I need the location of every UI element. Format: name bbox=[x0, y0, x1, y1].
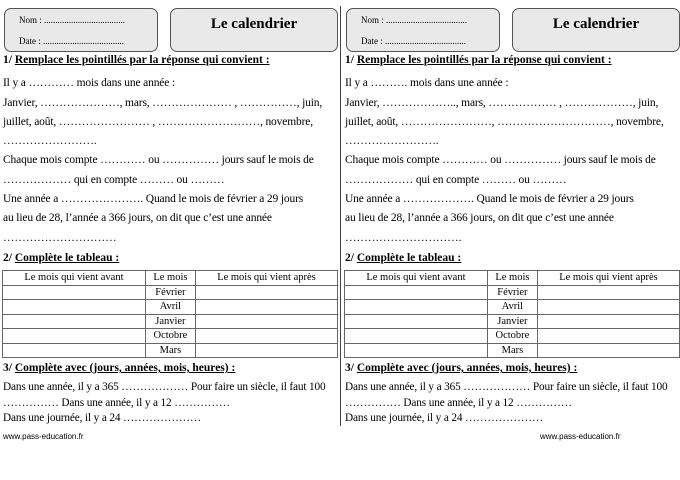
exercise-line: …………………………. bbox=[345, 232, 462, 244]
exercise-line: Dans une journée, il y a 24 ………………… bbox=[345, 412, 544, 424]
before-cell bbox=[345, 329, 488, 344]
column-header: Le mois bbox=[487, 271, 537, 286]
exercise-line: …………… Dans une année, il y a 12 …………… bbox=[3, 397, 230, 409]
name-label: Nom : .................................... bbox=[361, 15, 468, 25]
after-cell bbox=[537, 343, 679, 358]
section-2-heading: 2/ Complète le tableau : bbox=[345, 252, 462, 264]
exercise-line: au lieu de 28, l’année a 366 jours, on dit que c’est une année bbox=[345, 212, 614, 224]
month-cell: Avril bbox=[487, 300, 537, 315]
month-cell: Octobre bbox=[145, 329, 195, 344]
footer-website: www.pass-education.fr bbox=[540, 432, 621, 441]
date-label: Date : .................................... bbox=[361, 36, 466, 46]
column-header: Le mois qui vient avant bbox=[345, 271, 488, 286]
exercise-line: au lieu de 28, l’année a 366 jours, on dit que c’est une année bbox=[3, 212, 272, 224]
before-cell bbox=[3, 343, 146, 358]
table-header-row bbox=[345, 271, 680, 286]
before-cell bbox=[3, 314, 146, 329]
exercise-line: Il y a ………… mois dans une année : bbox=[3, 77, 175, 89]
month-cell: Janvier bbox=[487, 314, 537, 329]
exercise-line: Une année a ………………. Quand le mois de février a 29 jours bbox=[345, 193, 634, 205]
section-1-heading: 1/ Remplace les pointillés par la réponse qui convient : bbox=[345, 54, 612, 66]
page-divider bbox=[340, 6, 341, 426]
worksheet-title: Le calendrier bbox=[512, 8, 680, 52]
column-header: Le mois qui vient avant bbox=[3, 271, 146, 286]
after-cell bbox=[195, 314, 337, 329]
after-cell bbox=[195, 329, 337, 344]
exercise-line: ……………………. bbox=[345, 135, 439, 147]
after-cell bbox=[537, 314, 679, 329]
exercise-line: Dans une journée, il y a 24 ………………… bbox=[3, 412, 202, 424]
exercise-line: Dans une année, il y a 365 ……………… Pour faire un siècle, il faut 100 bbox=[345, 381, 668, 393]
section-3-heading: 3/ Complète avec (jours, années, mois, heures) : bbox=[345, 362, 578, 374]
exercise-line: ……………………. bbox=[3, 135, 97, 147]
after-cell bbox=[195, 285, 337, 300]
section-3-heading: 3/ Complète avec (jours, années, mois, heures) : bbox=[3, 362, 236, 374]
table-row bbox=[3, 329, 338, 344]
before-cell bbox=[345, 285, 488, 300]
section-1-heading: 1/ Remplace les pointillés par la réponse qui convient : bbox=[3, 54, 270, 66]
table-row bbox=[3, 343, 338, 358]
after-cell bbox=[195, 300, 337, 315]
month-cell: Février bbox=[487, 285, 537, 300]
exercise-line: ………………………… bbox=[3, 232, 117, 244]
before-cell bbox=[3, 300, 146, 315]
table-row bbox=[345, 285, 680, 300]
months-table bbox=[2, 270, 338, 358]
after-cell bbox=[537, 329, 679, 344]
exercise-line: Il y a ………. mois dans une année : bbox=[345, 77, 509, 89]
column-header: Le mois qui vient après bbox=[195, 271, 337, 286]
name-date-box bbox=[346, 8, 500, 52]
worksheet-title: Le calendrier bbox=[170, 8, 338, 52]
month-cell: Mars bbox=[487, 343, 537, 358]
column-header: Le mois qui vient après bbox=[537, 271, 679, 286]
worksheet-right bbox=[342, 0, 680, 480]
table-header-row bbox=[3, 271, 338, 286]
table-row bbox=[3, 285, 338, 300]
column-header: Le mois bbox=[145, 271, 195, 286]
section-2-heading: 2/ Complète le tableau : bbox=[3, 252, 120, 264]
month-cell: Janvier bbox=[145, 314, 195, 329]
name-label: Nom : .................................... bbox=[19, 15, 126, 25]
exercise-line: …………… Dans une année, il y a 12 …………… bbox=[345, 397, 572, 409]
date-label: Date : .................................... bbox=[19, 36, 124, 46]
table-row bbox=[345, 329, 680, 344]
table-row bbox=[345, 314, 680, 329]
exercise-line: Une année a …………………. Quand le mois de février a 29 jours bbox=[3, 193, 304, 205]
before-cell bbox=[345, 300, 488, 315]
exercise-line: juillet, août, ……………………, …………………………, novembre, bbox=[345, 116, 664, 128]
month-cell: Mars bbox=[145, 343, 195, 358]
before-cell bbox=[345, 314, 488, 329]
exercise-line: ……………… qui en compte ……… ou ……… bbox=[3, 174, 225, 186]
month-cell: Octobre bbox=[487, 329, 537, 344]
after-cell bbox=[195, 343, 337, 358]
table-row bbox=[345, 343, 680, 358]
after-cell bbox=[537, 300, 679, 315]
exercise-line: Chaque mois compte ………… ou …………… jours sauf le mois de bbox=[345, 154, 656, 166]
footer-website: www.pass-education.fr bbox=[3, 432, 84, 441]
name-date-box bbox=[4, 8, 158, 52]
month-cell: Février bbox=[145, 285, 195, 300]
after-cell bbox=[537, 285, 679, 300]
exercise-line: Janvier, …………………, mars, ………………… , ……………, juin, bbox=[3, 97, 323, 109]
worksheet-left bbox=[0, 0, 338, 480]
before-cell bbox=[3, 329, 146, 344]
table-row bbox=[3, 314, 338, 329]
before-cell bbox=[3, 285, 146, 300]
table-row bbox=[3, 300, 338, 315]
exercise-line: ……………… qui en compte ……… ou ……… bbox=[345, 174, 567, 186]
exercise-line: Chaque mois compte ………… ou …………… jours sauf le mois de bbox=[3, 154, 314, 166]
exercise-line: Janvier, ……………….., mars, ……………… , ………………, juin, bbox=[345, 97, 659, 109]
month-cell: Avril bbox=[145, 300, 195, 315]
exercise-line: juillet, août, …………………… , ………………………, novembre, bbox=[3, 116, 313, 128]
table-row bbox=[345, 300, 680, 315]
months-table bbox=[344, 270, 680, 358]
before-cell bbox=[345, 343, 488, 358]
exercise-line: Dans une année, il y a 365 ……………… Pour faire un siècle, il faut 100 bbox=[3, 381, 326, 393]
